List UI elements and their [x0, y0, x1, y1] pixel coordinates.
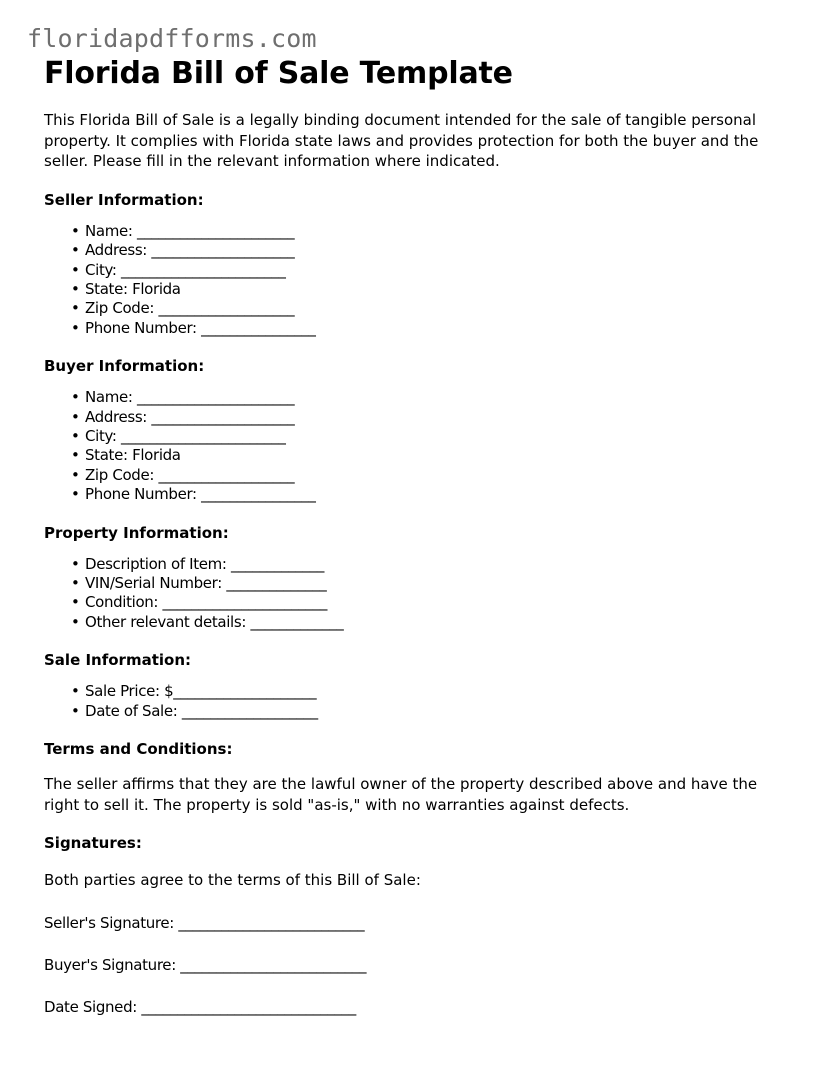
buyer-field-name: Name: ______________________ [85, 388, 295, 407]
page-title: Florida Bill of Sale Template [44, 56, 513, 91]
date-signed-line: Date Signed: ______________________________ [44, 997, 356, 1016]
list-item [44, 485, 784, 504]
list-item [44, 408, 784, 427]
list-item [44, 466, 784, 485]
list-item [44, 280, 784, 299]
list-item [44, 593, 784, 612]
list-item [44, 427, 784, 446]
buyer-field-list [44, 388, 784, 504]
property-field-condition: Condition: _______________________ [85, 593, 328, 612]
seller-field-address: Address: ____________________ [85, 241, 295, 260]
terms-body: The seller affirms that they are the lawful owner of the property described above and have the right to sell it. The property is sold "as-is," with no warranties against defects. [44, 775, 758, 814]
buyer-field-address: Address: ____________________ [85, 407, 295, 426]
section-heading-property: Property Information: [44, 523, 229, 542]
list-item [44, 388, 784, 407]
seller-field-phone: Phone Number: ________________ [85, 318, 316, 337]
list-item [44, 319, 784, 338]
sale-field-date: Date of Sale: ___________________ [85, 701, 318, 720]
seller-field-zip: Zip Code: ___________________ [85, 299, 295, 318]
list-item [44, 574, 784, 593]
property-field-other: Other relevant details: _____________ [85, 612, 344, 631]
buyer-field-zip: Zip Code: ___________________ [85, 465, 295, 484]
document-content [27, 24, 784, 1017]
section-heading-sale: Sale Information: [44, 651, 191, 670]
seller-field-list [44, 222, 784, 338]
buyer-signature-line: Buyer's Signature: __________________________ [44, 955, 367, 974]
list-item [44, 241, 784, 260]
list-item [44, 613, 784, 632]
list-item [44, 702, 784, 721]
sale-field-list [44, 682, 784, 721]
seller-field-city: City: _______________________ [85, 260, 286, 279]
list-item [44, 682, 784, 701]
property-field-description: Description of Item: _____________ [85, 554, 324, 573]
sale-field-price: Sale Price: $____________________ [85, 682, 317, 701]
list-item [44, 299, 784, 318]
section-heading-signatures: Signatures: [44, 834, 142, 853]
seller-field-state: State: Florida [85, 280, 181, 298]
list-item [44, 446, 784, 465]
section-heading-buyer: Buyer Information: [44, 357, 205, 376]
buyer-field-state: State: Florida [85, 446, 181, 465]
buyer-field-phone: Phone Number: ________________ [85, 485, 316, 504]
property-field-vin: VIN/Serial Number: ______________ [85, 574, 327, 593]
buyer-field-city: City: _______________________ [85, 427, 286, 446]
signatures-agreement-text: Both parties agree to the terms of this Bill of Sale: [44, 871, 421, 890]
list-item [44, 222, 784, 241]
seller-field-name: Name: ______________________ [85, 221, 295, 240]
list-item [44, 555, 784, 574]
list-item [44, 261, 784, 280]
property-field-list [44, 555, 784, 633]
section-heading-terms: Terms and Conditions: [44, 740, 233, 759]
seller-signature-line: Seller's Signature: __________________________ [44, 913, 365, 932]
site-watermark: floridapdfforms.com [27, 24, 317, 53]
section-heading-seller: Seller Information: [44, 190, 204, 209]
intro-paragraph: This Florida Bill of Sale is a legally binding document intended for the sale of tangible personal property. It complies with Florida state laws and provides protection for both the buyer and the seller. Please fill in the relevant information where indicated. [44, 111, 759, 171]
